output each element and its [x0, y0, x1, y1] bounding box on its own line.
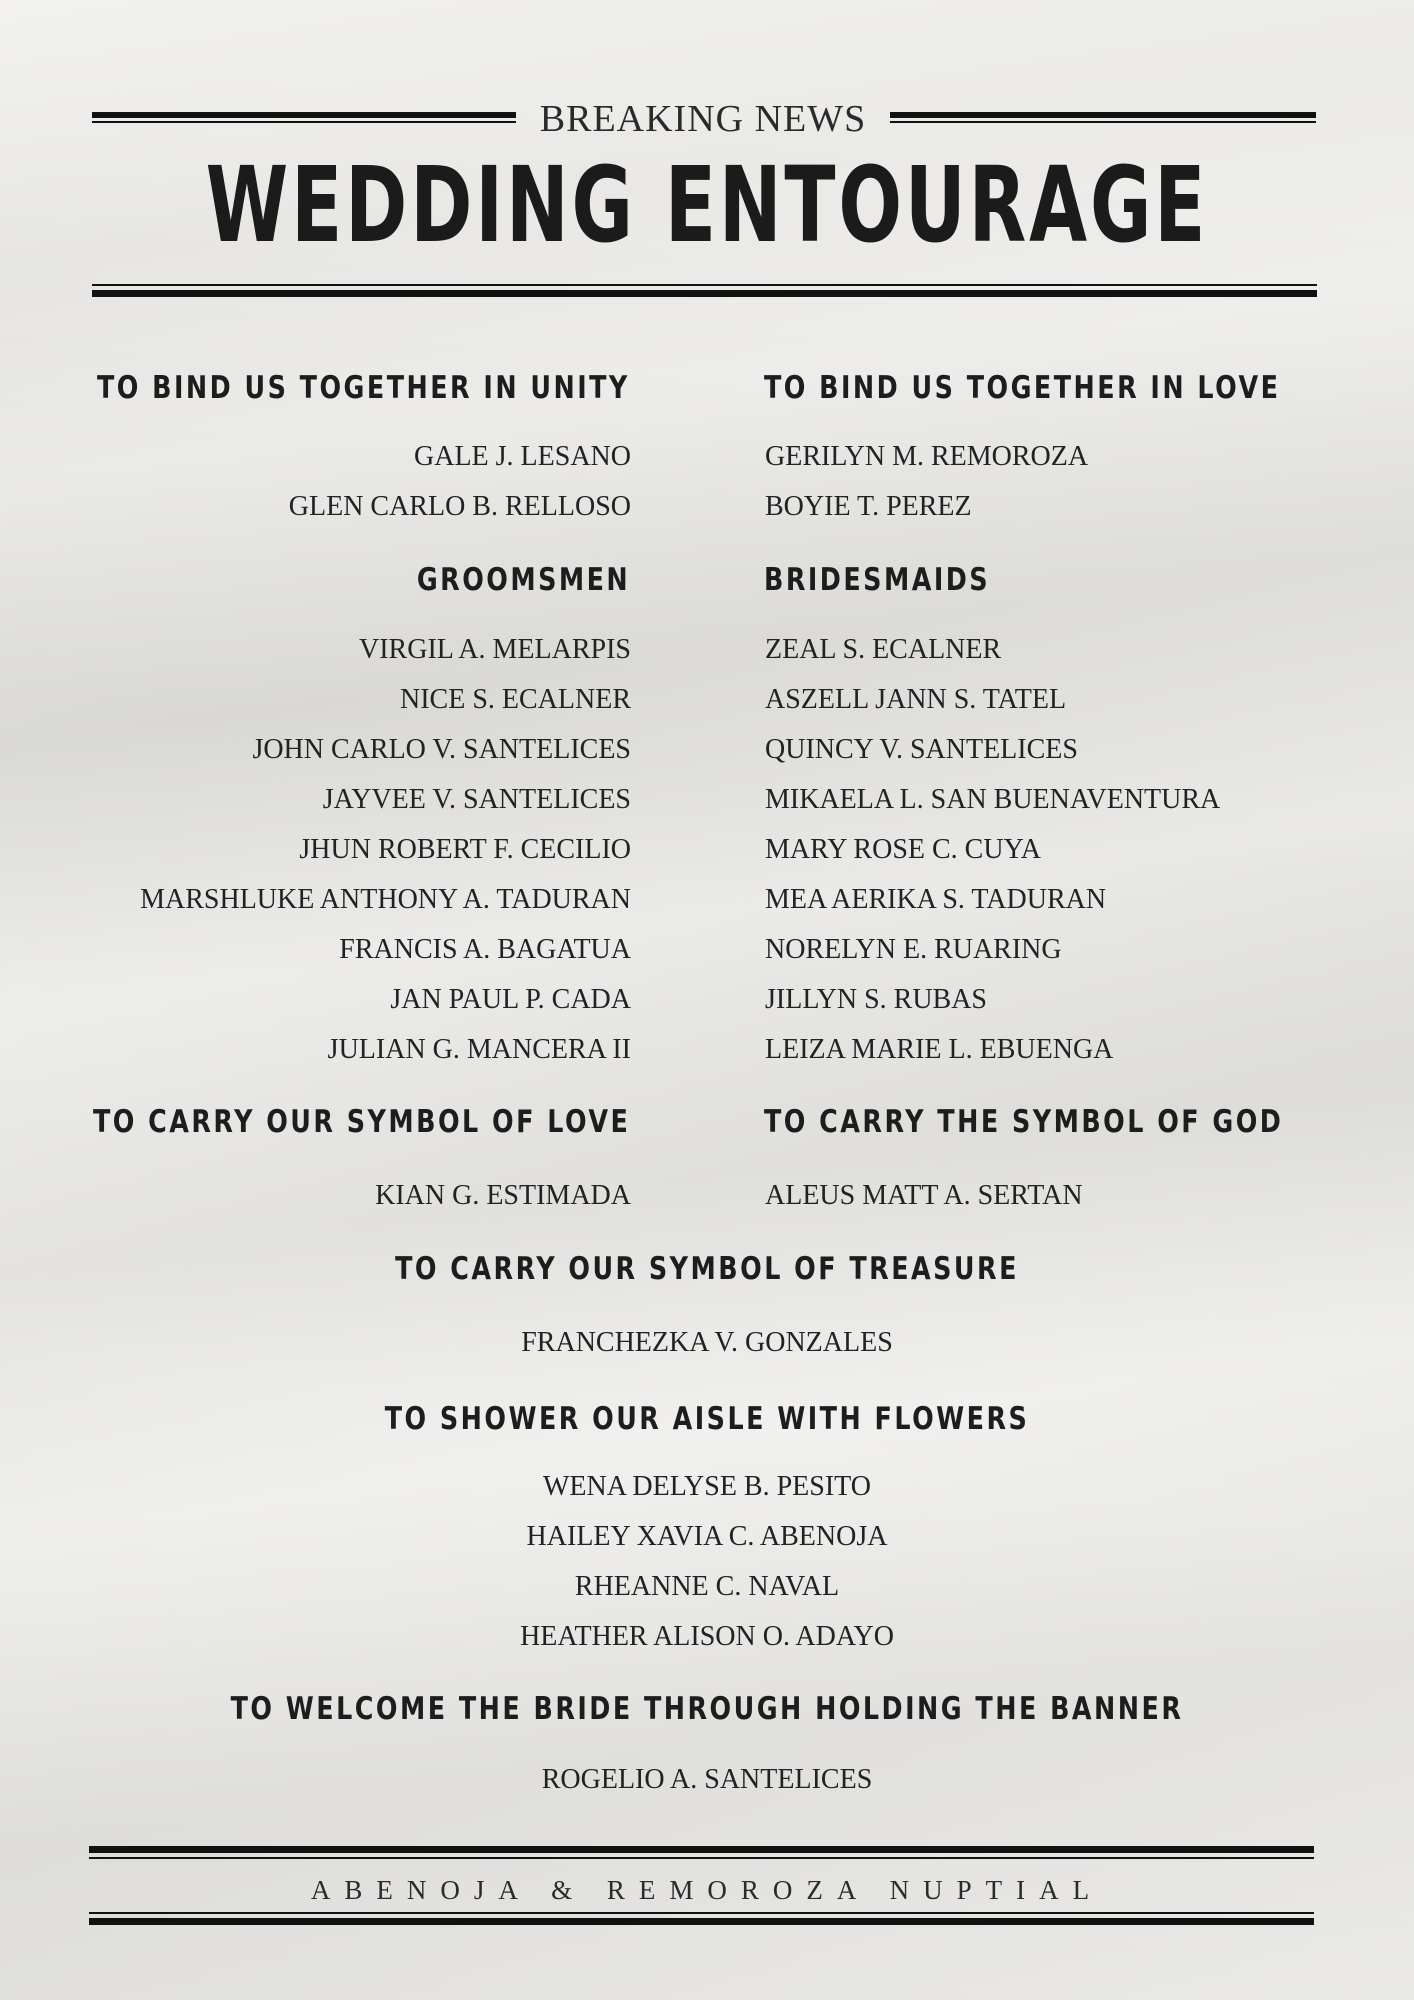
- list-item: BOYIE T. PEREZ: [765, 491, 972, 522]
- list-item: JILLYN S. RUBAS: [765, 984, 988, 1015]
- heading-groomsmen: GROOMSMEN: [416, 562, 630, 598]
- header-rule-left: [92, 112, 516, 124]
- heading-treasure: TO CARRY OUR SYMBOL OF TREASURE: [395, 1251, 1019, 1287]
- list-groomsmen: [140, 625, 631, 1075]
- list-treasure: [0, 1318, 1414, 1368]
- heading-unity: TO BIND US TOGETHER IN UNITY: [97, 370, 630, 406]
- list-bridesmaids: [765, 625, 1220, 1075]
- list-item: QUINCY V. SANTELICES: [765, 734, 1078, 765]
- list-item: JHUN ROBERT F. CECILIO: [299, 834, 631, 865]
- kicker-text: BREAKING NEWS: [539, 98, 867, 140]
- footer-text: ABENOJA & REMOROZA NUPTIAL: [310, 1875, 1104, 1905]
- list-item: KIAN G. ESTIMADA: [375, 1180, 631, 1211]
- list-item: MARY ROSE C. CUYA: [765, 834, 1041, 865]
- list-banner: [0, 1755, 1414, 1805]
- footer-rule-top: [89, 1846, 1314, 1859]
- list-symbol-love: [375, 1171, 631, 1221]
- title-divider: [92, 284, 1317, 297]
- list-item: GLEN CARLO B. RELLOSO: [288, 491, 631, 522]
- list-flowers: [0, 1462, 1414, 1662]
- list-item: MEA AERIKA S. TADURAN: [765, 884, 1107, 915]
- list-item: LEIZA MARIE L. EBUENGA: [765, 1034, 1114, 1065]
- heading-love: TO BIND US TOGETHER IN LOVE: [764, 370, 1281, 406]
- list-love: [765, 432, 1088, 532]
- list-item: HAILEY XAVIA C. ABENOJA: [526, 1521, 888, 1552]
- list-item: ROGELIO A. SANTELICES: [541, 1764, 873, 1795]
- list-item: JAYVEE V. SANTELICES: [322, 784, 631, 815]
- heading-bridesmaids: BRIDESMAIDS: [764, 562, 991, 598]
- list-item: ALEUS MATT A. SERTAN: [765, 1180, 1083, 1211]
- list-item: NORELYN E. RUARING: [765, 934, 1062, 965]
- list-item: JULIAN G. MANCERA II: [327, 1034, 631, 1065]
- list-unity: [289, 432, 631, 532]
- heading-symbol-god: TO CARRY THE SYMBOL OF GOD: [764, 1104, 1284, 1140]
- footer-rule-bottom: [89, 1912, 1314, 1925]
- list-item: ASZELL JANN S. TATEL: [765, 684, 1067, 715]
- list-item: MARSHLUKE ANTHONY A. TADURAN: [140, 884, 631, 915]
- list-item: HEATHER ALISON O. ADAYO: [520, 1621, 894, 1652]
- list-item: MIKAELA L. SAN BUENAVENTURA: [765, 784, 1221, 815]
- heading-banner: TO WELCOME THE BRIDE THROUGH HOLDING THE BANNER: [230, 1691, 1184, 1727]
- list-symbol-god: [765, 1171, 1083, 1221]
- list-item: GERILYN M. REMOROZA: [765, 441, 1089, 472]
- list-item: WENA DELYSE B. PESITO: [542, 1471, 871, 1502]
- list-item: RHEANNE C. NAVAL: [574, 1571, 840, 1602]
- heading-symbol-love: TO CARRY OUR SYMBOL OF LOVE: [92, 1104, 630, 1140]
- header-rule-right: [890, 112, 1316, 124]
- page-title: WEDDING ENTOURAGE: [205, 144, 1209, 266]
- heading-flowers: TO SHOWER OUR AISLE WITH FLOWERS: [384, 1401, 1030, 1437]
- list-item: FRANCHEZKA V. GONZALES: [521, 1327, 893, 1358]
- list-item: VIRGIL A. MELARPIS: [359, 634, 631, 665]
- list-item: ZEAL S. ECALNER: [765, 634, 1002, 665]
- list-item: JAN PAUL P. CADA: [390, 984, 631, 1015]
- list-item: JOHN CARLO V. SANTELICES: [252, 734, 631, 765]
- list-item: GALE J. LESANO: [414, 441, 631, 472]
- list-item: FRANCIS A. BAGATUA: [339, 934, 631, 965]
- list-item: NICE S. ECALNER: [400, 684, 631, 715]
